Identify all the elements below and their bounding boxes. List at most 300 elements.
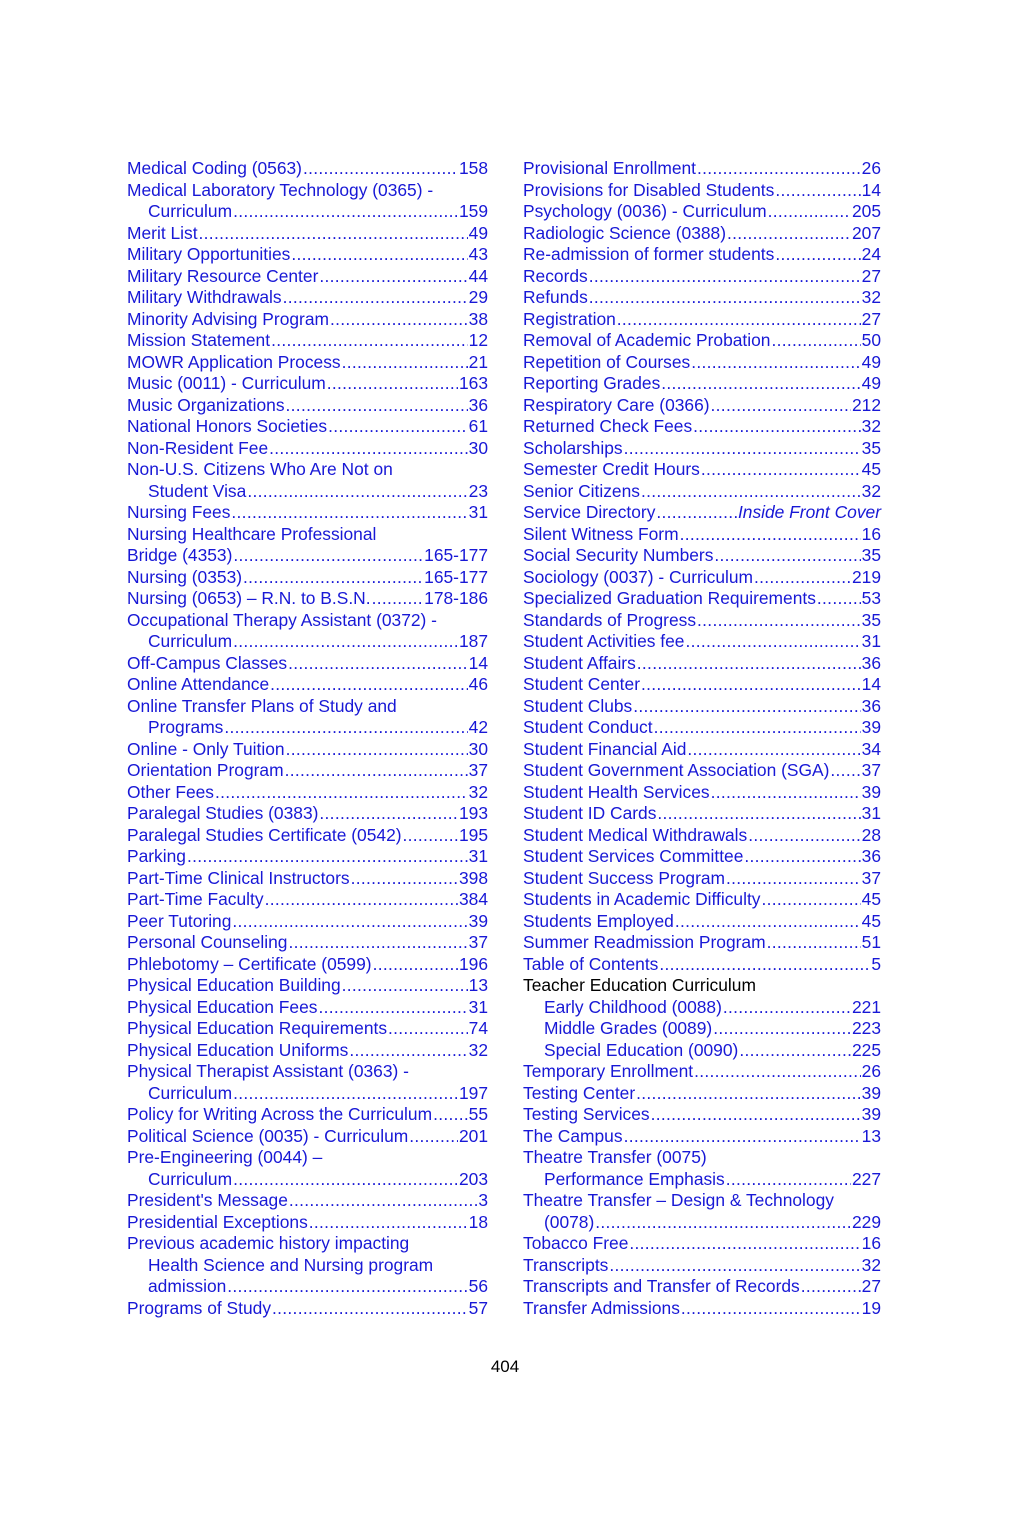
dot-leader bbox=[681, 1298, 861, 1320]
page-reference: 38 bbox=[468, 308, 488, 329]
index-entry[interactable] bbox=[127, 911, 488, 933]
index-entry[interactable] bbox=[127, 803, 488, 825]
page-reference: 18 bbox=[468, 1211, 488, 1232]
index-entry[interactable] bbox=[523, 223, 881, 245]
index-entry[interactable] bbox=[127, 438, 488, 460]
dot-leader bbox=[680, 524, 861, 546]
index-entry-text: Semester Credit Hours bbox=[523, 459, 700, 479]
index-entry[interactable] bbox=[523, 1276, 881, 1298]
index-entry-line bbox=[127, 1298, 488, 1320]
index-entry[interactable] bbox=[523, 330, 881, 352]
page-reference: 201 bbox=[458, 1125, 488, 1146]
index-entry-text: Minority Advising Program bbox=[127, 308, 329, 329]
index-entry[interactable] bbox=[523, 524, 881, 546]
index-entry-text: Military Resource Center bbox=[127, 265, 319, 286]
page-reference: 196 bbox=[458, 953, 488, 974]
dot-leader bbox=[817, 588, 861, 610]
dot-leader bbox=[685, 631, 860, 653]
dot-leader bbox=[285, 760, 468, 782]
index-entry[interactable] bbox=[127, 696, 488, 739]
index-entry-line bbox=[127, 1190, 488, 1212]
index-entry[interactable] bbox=[523, 438, 881, 460]
index-entry[interactable] bbox=[127, 1212, 488, 1234]
page-reference: 35 bbox=[861, 609, 881, 630]
index-entry[interactable] bbox=[523, 717, 881, 739]
page-reference: 31 bbox=[861, 631, 881, 651]
index-entry[interactable] bbox=[523, 868, 881, 890]
dot-leader bbox=[233, 1169, 458, 1191]
index-entry[interactable] bbox=[523, 373, 881, 395]
page-reference: 43 bbox=[468, 244, 488, 264]
index-entry[interactable] bbox=[523, 545, 881, 567]
page-reference: 45 bbox=[861, 889, 881, 909]
index-entry-line bbox=[127, 696, 488, 718]
index-entry-line bbox=[523, 158, 881, 180]
index-entry-text: Social Security Numbers bbox=[523, 545, 714, 565]
index-entry[interactable] bbox=[523, 502, 881, 524]
index-entry-text: Specialized Graduation Requirements bbox=[523, 588, 816, 608]
index-entry[interactable] bbox=[127, 352, 488, 374]
index-entry-text: Summer Readmission Program bbox=[523, 932, 766, 952]
index-entry[interactable] bbox=[523, 309, 881, 331]
dot-leader bbox=[697, 158, 861, 180]
index-entry-text: Curriculum bbox=[148, 1082, 233, 1103]
index-entry-line bbox=[127, 1083, 488, 1105]
index-entry-line bbox=[523, 696, 881, 718]
page-reference: 32 bbox=[861, 480, 881, 501]
page-reference: 5 bbox=[871, 953, 881, 974]
index-entry-line bbox=[523, 631, 881, 653]
index-entry-line bbox=[523, 180, 881, 202]
dot-leader bbox=[232, 911, 467, 933]
dot-leader bbox=[349, 1040, 467, 1062]
index-entry-text: Part-Time Faculty bbox=[127, 889, 264, 909]
index-entry[interactable] bbox=[523, 1040, 881, 1062]
index-entry[interactable] bbox=[127, 825, 488, 847]
index-entry-text: Returned Check Fees bbox=[523, 416, 693, 436]
page-reference: 74 bbox=[468, 1018, 488, 1038]
page-reference: 227 bbox=[851, 1168, 881, 1189]
index-entry[interactable] bbox=[127, 158, 488, 180]
dot-leader bbox=[801, 1276, 861, 1298]
index-entry[interactable] bbox=[523, 481, 881, 503]
page-reference: 57 bbox=[468, 1297, 488, 1318]
index-entry[interactable] bbox=[523, 889, 881, 911]
index-entry[interactable] bbox=[523, 653, 881, 675]
index-entry-line bbox=[127, 309, 488, 331]
page-reference: 19 bbox=[861, 1297, 881, 1318]
index-entry-text: Student Conduct bbox=[523, 717, 653, 737]
page-reference: 36 bbox=[861, 846, 881, 866]
index-entry-line bbox=[127, 352, 488, 374]
page-reference: 23 bbox=[468, 480, 488, 501]
index-entry-line bbox=[127, 1040, 488, 1062]
index-entry[interactable] bbox=[127, 373, 488, 395]
index-entry[interactable] bbox=[127, 932, 488, 954]
index-entry[interactable] bbox=[523, 395, 881, 417]
index-entry[interactable] bbox=[523, 201, 881, 223]
index-entry-line bbox=[523, 1147, 881, 1169]
index-entry-text: Provisions for Disabled Students bbox=[523, 179, 775, 200]
index-entry-text: Occupational Therapy Assistant (0372) - bbox=[127, 609, 437, 630]
page-reference: 27 bbox=[861, 308, 881, 329]
index-entry-line bbox=[127, 846, 488, 868]
dot-leader bbox=[303, 158, 458, 180]
index-entry-text: Policy for Writing Across the Curriculum bbox=[127, 1104, 433, 1124]
page-reference: 165-177 bbox=[424, 545, 488, 565]
index-entry[interactable] bbox=[127, 395, 488, 417]
dot-leader bbox=[691, 352, 860, 374]
index-entry-line bbox=[523, 588, 881, 610]
index-entry[interactable] bbox=[127, 954, 488, 976]
index-entry-text: Online - Only Tuition bbox=[127, 738, 285, 759]
index-entry-text: Online Transfer Plans of Study and bbox=[127, 695, 397, 716]
index-entry-text: Online Attendance bbox=[127, 674, 270, 694]
index-entry[interactable] bbox=[523, 158, 881, 180]
page-reference: 207 bbox=[851, 222, 881, 243]
page-reference: 36 bbox=[861, 652, 881, 673]
index-entry[interactable] bbox=[523, 244, 881, 266]
page-reference: 203 bbox=[458, 1168, 488, 1189]
page-reference: 158 bbox=[458, 158, 488, 178]
page-reference: 37 bbox=[861, 867, 881, 888]
index-entry-line bbox=[523, 201, 881, 223]
dot-leader bbox=[289, 1190, 477, 1212]
index-entry-line bbox=[127, 180, 488, 202]
dot-leader bbox=[754, 567, 851, 589]
dot-leader bbox=[409, 1126, 458, 1148]
index-entry[interactable] bbox=[523, 287, 881, 309]
index-entry[interactable] bbox=[127, 459, 488, 502]
index-entry-text: Peer Tutoring bbox=[127, 910, 232, 931]
dot-leader bbox=[233, 1083, 458, 1105]
dot-leader bbox=[342, 975, 468, 997]
index-entry[interactable] bbox=[523, 1104, 881, 1126]
index-entry-text: Theatre Transfer (0075) bbox=[523, 1147, 707, 1167]
index-entry-line bbox=[127, 653, 488, 675]
index-entry-text: Paralegal Studies Certificate (0542) bbox=[127, 824, 402, 845]
dot-leader bbox=[641, 674, 861, 696]
index-entry-text: Student Medical Withdrawals bbox=[523, 824, 748, 845]
page-reference: 223 bbox=[851, 1018, 881, 1038]
index-entry[interactable] bbox=[127, 868, 488, 890]
index-entry-text: Scholarships bbox=[523, 437, 623, 458]
page-reference: 14 bbox=[861, 674, 881, 694]
index-entry[interactable] bbox=[127, 502, 488, 524]
index-entry-text: Performance Emphasis bbox=[544, 1168, 725, 1189]
page-reference: 39 bbox=[861, 1082, 881, 1103]
dot-leader bbox=[694, 1061, 861, 1083]
page-reference: 26 bbox=[861, 158, 881, 178]
index-entry[interactable] bbox=[523, 266, 881, 288]
index-entry-text: Parking bbox=[127, 846, 186, 866]
index-entry-text: Physical Education Uniforms bbox=[127, 1039, 349, 1060]
index-entry-line bbox=[127, 975, 488, 997]
index-entry-line bbox=[523, 223, 881, 245]
page-reference: 39 bbox=[861, 717, 881, 737]
index-entry[interactable] bbox=[523, 631, 881, 653]
index-entry-line bbox=[523, 911, 881, 933]
dot-leader bbox=[633, 696, 860, 718]
index-entry[interactable] bbox=[127, 739, 488, 761]
index-entry[interactable] bbox=[523, 911, 881, 933]
index-entry-text: Table of Contents bbox=[523, 953, 659, 974]
index-entry[interactable] bbox=[127, 244, 488, 266]
dot-leader bbox=[693, 416, 860, 438]
page-reference: 31 bbox=[468, 502, 488, 522]
index-entry[interactable] bbox=[127, 588, 488, 610]
index-entry-line bbox=[523, 502, 881, 524]
page-number: 404 bbox=[490, 1357, 520, 1376]
index-entry-line bbox=[523, 1126, 881, 1148]
index-entry[interactable] bbox=[127, 610, 488, 653]
index-entry[interactable] bbox=[127, 1298, 488, 1320]
page-reference: 35 bbox=[861, 545, 881, 565]
index-entry[interactable] bbox=[523, 588, 881, 610]
index-entry[interactable] bbox=[523, 1255, 881, 1277]
index-entry[interactable] bbox=[127, 1126, 488, 1148]
index-entry-line bbox=[523, 975, 881, 997]
index-entry-line bbox=[523, 567, 881, 589]
index-entry-text: Sociology (0037) - Curriculum bbox=[523, 566, 754, 587]
page-reference: 37 bbox=[861, 760, 881, 780]
page-reference: 225 bbox=[851, 1039, 881, 1060]
page-reference: 32 bbox=[861, 1254, 881, 1275]
index-entry-line bbox=[523, 373, 881, 395]
index-entry-line bbox=[523, 825, 881, 847]
index-entry[interactable] bbox=[127, 846, 488, 868]
index-entry-text: Part-Time Clinical Instructors bbox=[127, 867, 350, 888]
index-entry[interactable] bbox=[523, 1126, 881, 1148]
index-entry-text: Transcripts and Transfer of Records bbox=[523, 1276, 800, 1296]
index-entry-line bbox=[127, 911, 488, 933]
index-entry[interactable] bbox=[127, 975, 488, 997]
dot-leader bbox=[291, 244, 467, 266]
page-reference: 37 bbox=[468, 932, 488, 952]
index-entry-line bbox=[523, 997, 881, 1019]
index-entry[interactable] bbox=[523, 1190, 881, 1233]
index-entry-line bbox=[523, 1255, 881, 1277]
index-entry-text: Repetition of Courses bbox=[523, 351, 691, 372]
index-entry-text: Students in Academic Difficulty bbox=[523, 889, 761, 909]
index-entry-line bbox=[523, 1276, 881, 1298]
index-entry-text: Middle Grades (0089) bbox=[544, 1018, 713, 1038]
index-entry-line bbox=[127, 1104, 488, 1126]
index-entry-line bbox=[523, 287, 881, 309]
page-reference: 205 bbox=[851, 201, 881, 221]
index-entry[interactable] bbox=[523, 1298, 881, 1320]
index-entry[interactable] bbox=[523, 1147, 881, 1190]
index-entry-line bbox=[523, 1083, 881, 1105]
index-entry[interactable] bbox=[127, 330, 488, 352]
index-entry-text: Special Education (0090) bbox=[544, 1039, 739, 1060]
index-entry-text: Student Affairs bbox=[523, 652, 636, 673]
index-entry-line bbox=[127, 1169, 488, 1191]
index-entry-text: Standards of Progress bbox=[523, 609, 697, 630]
index-entry-line bbox=[127, 524, 488, 546]
index-entry[interactable] bbox=[127, 309, 488, 331]
dot-leader bbox=[654, 717, 861, 739]
index-entry[interactable] bbox=[523, 567, 881, 589]
dot-leader bbox=[711, 395, 851, 417]
page-reference: 30 bbox=[468, 738, 488, 759]
index-entry[interactable] bbox=[127, 287, 488, 309]
index-entry-line bbox=[523, 1212, 881, 1234]
index-entry-line bbox=[127, 416, 488, 438]
dot-leader bbox=[726, 1169, 851, 1191]
index-entry-line bbox=[523, 760, 881, 782]
index-entry[interactable] bbox=[523, 803, 881, 825]
dot-leader bbox=[372, 588, 424, 610]
index-entry-text: Radiologic Science (0388) bbox=[523, 222, 727, 243]
index-entry-text: Military Opportunities bbox=[127, 244, 291, 264]
index-entry-line bbox=[127, 395, 488, 417]
index-entry[interactable] bbox=[523, 416, 881, 438]
dot-leader bbox=[659, 954, 870, 976]
index-entry[interactable] bbox=[127, 1233, 488, 1298]
dot-leader bbox=[330, 309, 468, 331]
dot-leader bbox=[595, 1212, 851, 1234]
index-entry-text: Nursing (0653) – R.N. to B.S.N. bbox=[127, 588, 371, 608]
index-entry-text: admission bbox=[148, 1276, 227, 1296]
index-entry-text: Music Organizations bbox=[127, 394, 285, 415]
index-entry-line bbox=[523, 1169, 881, 1191]
index-entry[interactable] bbox=[127, 1104, 488, 1126]
dot-leader bbox=[656, 502, 737, 524]
dot-leader bbox=[231, 502, 467, 524]
page-reference: 28 bbox=[861, 824, 881, 845]
dot-leader bbox=[711, 782, 861, 804]
index-entry[interactable] bbox=[523, 1233, 881, 1255]
index-entry[interactable] bbox=[523, 459, 881, 481]
dot-leader bbox=[767, 932, 861, 954]
dot-leader bbox=[187, 846, 468, 868]
index-entry[interactable] bbox=[127, 1061, 488, 1104]
dot-leader bbox=[286, 739, 468, 761]
index-entry-line bbox=[127, 825, 488, 847]
page-reference: 27 bbox=[861, 265, 881, 286]
index-entry[interactable] bbox=[523, 352, 881, 374]
page-reference: 32 bbox=[468, 781, 488, 802]
dot-leader bbox=[199, 223, 468, 245]
index-entry[interactable] bbox=[523, 1061, 881, 1083]
index-entry[interactable] bbox=[523, 674, 881, 696]
index-entry-text: Physical Therapist Assistant (0363) - bbox=[127, 1061, 409, 1081]
index-entry-text: Student Activities fee bbox=[523, 631, 685, 651]
index-entry[interactable] bbox=[523, 1018, 881, 1040]
index-entry-line bbox=[523, 266, 881, 288]
index-entry[interactable] bbox=[127, 567, 488, 589]
index-entry[interactable] bbox=[127, 1147, 488, 1190]
index-entry-line bbox=[523, 395, 881, 417]
index-entry[interactable] bbox=[523, 180, 881, 202]
index-entry-text: Non-U.S. Citizens Who Are Not on bbox=[127, 459, 393, 479]
index-entry[interactable] bbox=[127, 524, 488, 567]
index-entry-text: Records bbox=[523, 265, 588, 286]
index-entry-text: (0078) bbox=[544, 1211, 595, 1232]
index-entry[interactable] bbox=[127, 653, 488, 675]
page-reference: 46 bbox=[468, 674, 488, 694]
index-entry-text: Respiratory Care (0366) bbox=[523, 394, 710, 415]
index-entry[interactable] bbox=[127, 782, 488, 804]
index-entry[interactable] bbox=[127, 997, 488, 1019]
index-entry[interactable] bbox=[523, 610, 881, 632]
index-entry-line bbox=[523, 1298, 881, 1320]
index-entry-line bbox=[523, 653, 881, 675]
index-entry-line bbox=[127, 739, 488, 761]
dot-leader bbox=[697, 610, 861, 632]
index-entry-line bbox=[127, 631, 488, 653]
index-entry[interactable] bbox=[127, 1040, 488, 1062]
index-entry-line bbox=[523, 846, 881, 868]
index-entry[interactable] bbox=[523, 997, 881, 1019]
index-entry[interactable] bbox=[523, 846, 881, 868]
dot-leader bbox=[830, 760, 860, 782]
index-entry[interactable] bbox=[127, 266, 488, 288]
index-entry[interactable] bbox=[523, 954, 881, 976]
page-reference: 34 bbox=[861, 738, 881, 759]
dot-leader bbox=[265, 889, 458, 911]
index-entry-text: The Campus bbox=[523, 1125, 623, 1146]
index-entry-line bbox=[127, 1061, 488, 1083]
page-reference: 39 bbox=[468, 910, 488, 931]
dot-leader bbox=[288, 653, 468, 675]
index-entry[interactable] bbox=[523, 696, 881, 718]
index-entry[interactable] bbox=[523, 739, 881, 761]
index-entry-line bbox=[523, 309, 881, 331]
index-entry[interactable] bbox=[523, 782, 881, 804]
index-entry[interactable] bbox=[127, 889, 488, 911]
dot-leader bbox=[657, 803, 860, 825]
index-entry-line bbox=[523, 481, 881, 503]
dot-leader bbox=[319, 803, 458, 825]
index-entry[interactable] bbox=[127, 223, 488, 245]
index-entry-line bbox=[523, 416, 881, 438]
dot-leader bbox=[342, 352, 468, 374]
index-entry-line bbox=[127, 481, 488, 503]
index-entry[interactable] bbox=[523, 1083, 881, 1105]
index-entry[interactable] bbox=[127, 674, 488, 696]
dot-leader bbox=[761, 889, 860, 911]
page-reference: 45 bbox=[861, 910, 881, 931]
index-entry[interactable] bbox=[523, 825, 881, 847]
dot-leader bbox=[270, 674, 468, 696]
index-entry[interactable] bbox=[127, 760, 488, 782]
index-entry[interactable] bbox=[127, 180, 488, 223]
page-reference: 197 bbox=[458, 1082, 488, 1103]
index-entry-text: Off-Campus Classes bbox=[127, 652, 288, 673]
dot-leader bbox=[624, 438, 861, 460]
page-reference: 42 bbox=[468, 717, 488, 737]
index-entry[interactable] bbox=[127, 1190, 488, 1212]
index-entry[interactable] bbox=[127, 1018, 488, 1040]
index-entry[interactable] bbox=[127, 416, 488, 438]
index-entry-text: Medical Laboratory Technology (0365) - bbox=[127, 179, 434, 200]
index-entry-text: Student Health Services bbox=[523, 781, 710, 802]
index-entry[interactable] bbox=[523, 932, 881, 954]
page-reference: 30 bbox=[468, 437, 488, 458]
page-reference: 50 bbox=[861, 330, 881, 350]
dot-leader bbox=[309, 1212, 468, 1234]
index-entry-line bbox=[127, 1126, 488, 1148]
index-entry[interactable] bbox=[523, 760, 881, 782]
dot-leader bbox=[589, 266, 861, 288]
page-reference: 36 bbox=[468, 394, 488, 415]
index-entry-line bbox=[127, 674, 488, 696]
index-entry-line bbox=[523, 889, 881, 911]
index-entry-text: Testing Services bbox=[523, 1104, 650, 1124]
page-reference: 159 bbox=[458, 201, 488, 221]
